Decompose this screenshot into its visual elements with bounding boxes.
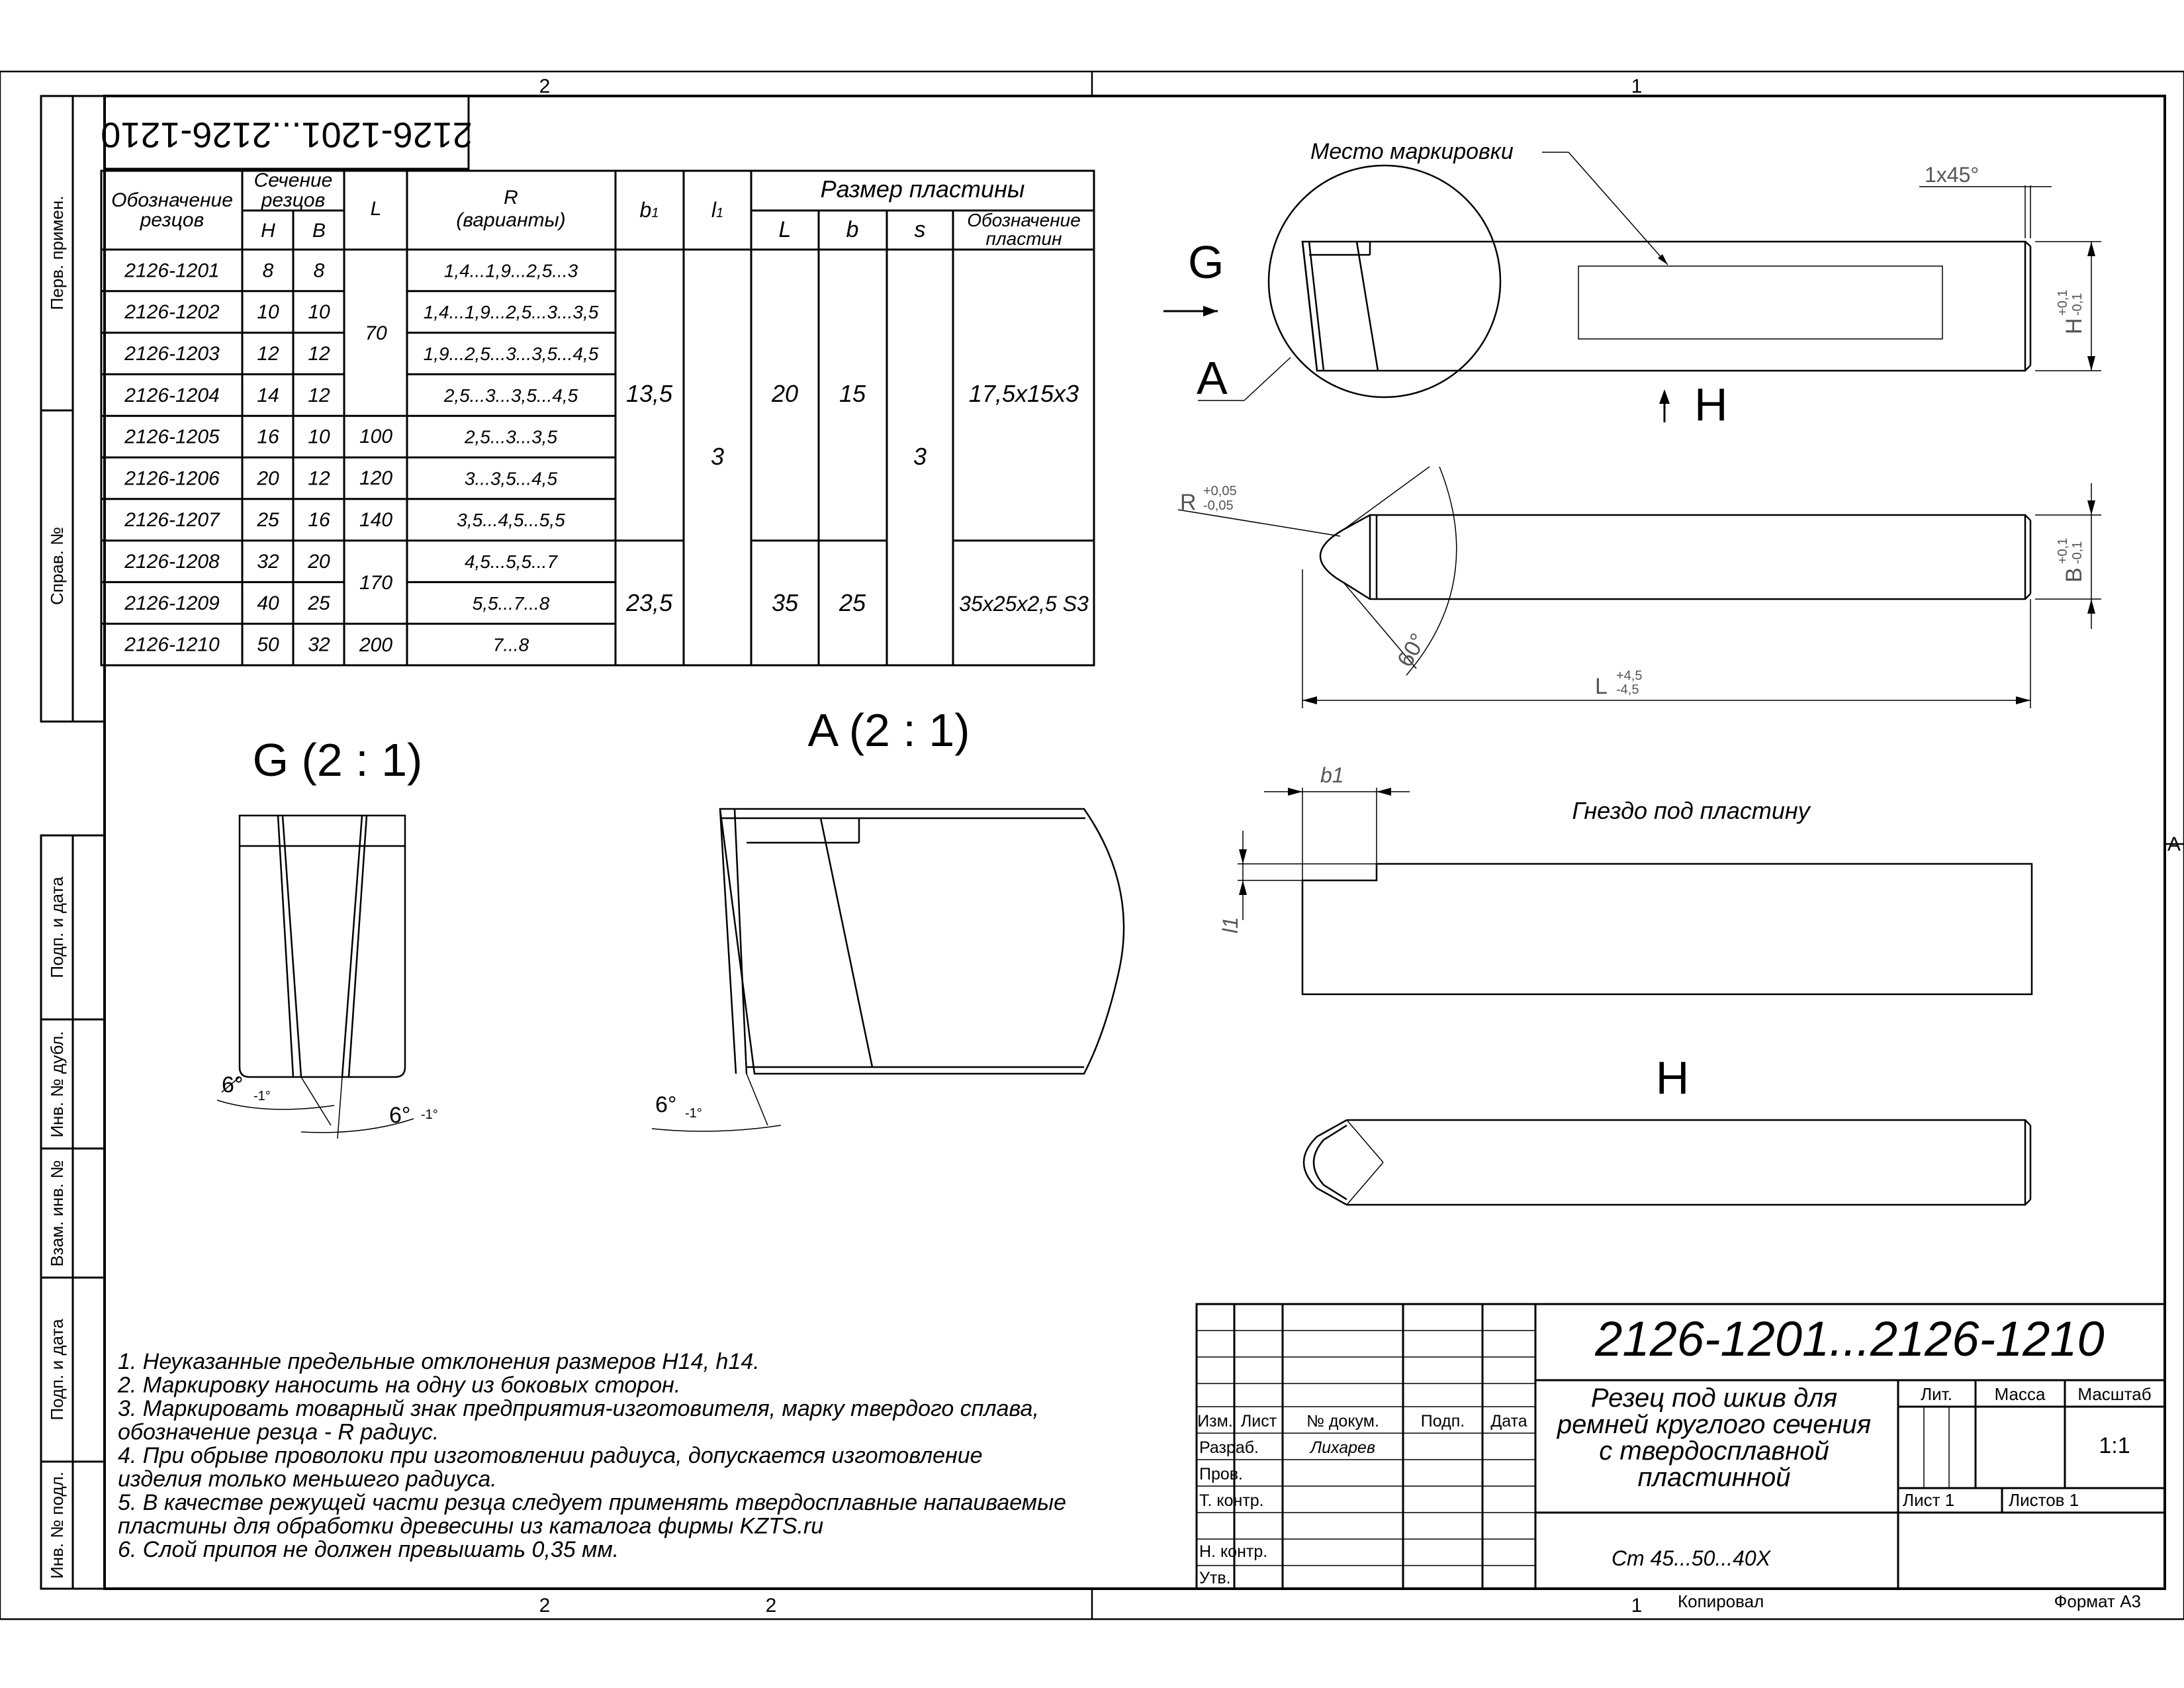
footer-kopiroval: Копировал	[1678, 1591, 1764, 1611]
table-cell-B: 16	[308, 509, 330, 532]
cell-b1-2: 23,5	[625, 589, 673, 616]
table-cell-d: 2126-1201	[124, 259, 220, 282]
cell-L-100: 100	[359, 426, 393, 447]
th-section-1: Сечение	[253, 169, 333, 191]
tb-no-dokum: № докум.	[1306, 1412, 1379, 1430]
strip-podp-data-1: Подп. и дата	[47, 876, 67, 978]
H-dim-tol-minus: -0,1	[2070, 293, 2085, 316]
table-cell-H: 12	[257, 343, 279, 365]
cell-b1-1: 13,5	[625, 380, 673, 407]
tb-masshtab: Масштаб	[2077, 1384, 2152, 1404]
zone-right: A	[2167, 833, 2181, 855]
th-B: B	[312, 220, 326, 242]
tb-t-kontr: Т. контр.	[1199, 1491, 1264, 1510]
cell-pL-2: 35	[771, 589, 799, 616]
th-plate-designation-1: Обозначение	[967, 210, 1081, 230]
table-cell-d: 2126-1210	[124, 633, 220, 656]
table-cell-B: 20	[308, 551, 330, 573]
note-line: изделия только меньшего радиуса.	[118, 1466, 497, 1492]
tb-material: Ст 45...50...40Х	[1611, 1546, 1771, 1570]
strip-podp-data-2: Подп. и дата	[47, 1319, 67, 1421]
th-section-2: резцов	[261, 189, 326, 211]
table-cell-B: 12	[308, 343, 330, 365]
zone-bottom-left: 2	[539, 1595, 551, 1617]
tb-razrab: Разраб.	[1199, 1438, 1259, 1457]
table-cell-R: 3...3,5...4,5	[464, 468, 558, 489]
th-R-sub: (варианты)	[456, 209, 566, 231]
th-b1: b1	[639, 198, 659, 222]
tb-name-2: ремней круглого сечения	[1557, 1410, 1872, 1439]
H-view	[1304, 1120, 2030, 1205]
B-dim-tol-minus: -0,1	[2070, 541, 2085, 564]
tb-podp: Подп.	[1420, 1412, 1465, 1430]
table-cell-H: 8	[262, 259, 274, 282]
footer-format: Формат А3	[2054, 1591, 2141, 1611]
view-A-title: A (2 : 1)	[807, 704, 970, 756]
R-dim-tol-minus: -0,05	[1203, 498, 1234, 513]
tb-name-4: пластинной	[1637, 1463, 1791, 1492]
zone-bottom-mid: 2	[765, 1595, 777, 1617]
table-cell-d: 2126-1202	[124, 301, 220, 324]
socket-b1-label: b1	[1320, 763, 1344, 787]
H-view-letter: H	[1694, 379, 1728, 430]
tb-scale: 1:1	[2099, 1433, 2130, 1458]
strip-inv-dubl: Инв. № дубл.	[47, 1031, 67, 1138]
strip-inv-podl: Инв. № подл.	[47, 1472, 67, 1579]
table-cell-R: 2,5...3...3,5...4,5	[443, 385, 578, 406]
th-l1: l1	[711, 198, 724, 222]
table-cell-B: 12	[308, 384, 330, 406]
tb-utv: Утв.	[1199, 1569, 1231, 1587]
cell-pb-2: 25	[839, 589, 866, 616]
table-cell-B: 32	[308, 633, 330, 656]
tb-razrab-name: Лихарев	[1310, 1438, 1376, 1457]
tb-name-3: с твердосплавной	[1599, 1436, 1829, 1466]
cell-pL-1: 20	[771, 380, 799, 407]
cell-ps: 3	[913, 443, 927, 470]
note-line: 5. В качестве режущей части резца следует применять твердосплавные напаиваемые	[118, 1490, 1067, 1515]
G-view-letter: G	[1188, 236, 1224, 288]
table-cell-d: 2126-1205	[124, 426, 220, 448]
G-angle-2: 6°	[389, 1103, 411, 1128]
L-dim-tol-plus: +4,5	[1616, 669, 1643, 683]
cell-L-70: 70	[365, 322, 387, 344]
chamfer-label: 1x45°	[1925, 163, 1979, 187]
strip-vzam-inv: Взам. инв. №	[47, 1160, 67, 1267]
B-dim-tol-plus: +0,1	[2056, 538, 2070, 564]
cell-plate-1: 17,5x15x3	[968, 380, 1079, 407]
table-cell-R: 1,4...1,9...2,5...3	[443, 260, 578, 281]
angle-60-label: 60°	[1392, 629, 1432, 671]
th-designation-2: резцов	[140, 209, 205, 231]
zone-top-left: 2	[539, 75, 551, 97]
table-cell-B: 12	[308, 467, 330, 490]
tb-lit: Лит.	[1921, 1384, 1952, 1404]
tb-designation: 2126-1201...2126-1210	[1595, 1311, 2105, 1366]
table-cell-d: 2126-1209	[124, 592, 220, 614]
th-H: H	[261, 220, 275, 242]
H-view-title: H	[1655, 1052, 1690, 1103]
note-line: пластины для обработки древесины из каталога фирмы KZTS.ru	[118, 1513, 824, 1539]
table-cell-R: 1,4...1,9...2,5...3...3,5	[423, 302, 599, 323]
table-cell-B: 10	[308, 301, 330, 324]
L-dim-tol-minus: -4,5	[1616, 682, 1639, 697]
strip-sprav-no: Справ. №	[47, 527, 67, 605]
view-G	[217, 816, 414, 1139]
th-L: L	[370, 198, 382, 220]
table-cell-B: 25	[308, 592, 330, 614]
note-line: 1. Неуказанные предельные отклонения размеров H14, h14.	[118, 1349, 760, 1374]
table-cell-d: 2126-1206	[124, 467, 220, 490]
H-dim-tol-plus: +0,1	[2056, 289, 2070, 316]
cell-L-200: 200	[359, 634, 393, 656]
R-dim-label: R	[1180, 490, 1197, 515]
A-view-letter: A	[1197, 352, 1228, 404]
table-cell-R: 4,5...5,5...7	[464, 551, 558, 572]
table-cell-H: 16	[257, 426, 279, 448]
cell-plate-2: 35x25x2,5 S3	[959, 592, 1089, 616]
cutter-table	[101, 171, 1094, 665]
table-cell-R: 1,9...2,5...3...3,5...4,5	[423, 344, 599, 364]
th-plate-designation-2: пластин	[985, 228, 1062, 249]
cell-l1: 3	[710, 443, 725, 470]
L-dim-label: L	[1595, 674, 1608, 699]
tb-sheet: Лист 1	[1903, 1490, 1955, 1510]
G-angle-1: 6°	[222, 1072, 244, 1098]
cell-L-140: 140	[359, 509, 393, 531]
B-dim-label: B	[2062, 567, 2087, 583]
table-cell-B: 8	[313, 259, 325, 282]
table-cell-R: 3,5...4,5...5,5	[457, 510, 565, 531]
tb-data: Дата	[1490, 1412, 1527, 1430]
view-G-title: G (2 : 1)	[252, 734, 423, 786]
cell-L-120: 120	[359, 467, 393, 489]
strip-perv-primen: Перв. примен.	[47, 195, 67, 310]
H-dim-label: H	[2062, 318, 2087, 334]
table-cell-d: 2126-1208	[124, 551, 220, 573]
note-line: 3. Маркировать товарный знак предприятия-изготовителя, марку твердого сплава,	[118, 1396, 1039, 1421]
view-A	[652, 809, 1124, 1131]
G-tol-1: -1°	[253, 1089, 271, 1103]
table-cell-R: 2,5...3...3,5	[464, 426, 558, 447]
tb-list: Лист	[1240, 1412, 1277, 1430]
A-angle: 6°	[655, 1092, 677, 1117]
table-cell-R: 7...8	[492, 634, 529, 655]
cell-L-170: 170	[359, 572, 393, 594]
tb-izm: Изм.	[1197, 1412, 1233, 1430]
tb-massa: Масса	[1994, 1384, 2046, 1404]
A-tol: -1°	[685, 1106, 702, 1121]
table-cell-B: 10	[308, 426, 330, 448]
table-cell-d: 2126-1203	[124, 343, 220, 365]
th-ps: s	[914, 217, 926, 242]
table-cell-H: 25	[257, 509, 279, 532]
note-line: обозначение резца - R радиус.	[118, 1419, 439, 1445]
zone-top-right: 1	[1631, 75, 1643, 97]
tb-n-kontr: Н. контр.	[1199, 1542, 1268, 1561]
th-R: R	[504, 187, 518, 209]
top-designation: 2126-1201...2126-1210	[101, 115, 473, 155]
table-cell-d: 2126-1207	[124, 509, 220, 532]
tb-prov: Пров.	[1199, 1465, 1244, 1483]
table-cell-H: 32	[257, 551, 279, 573]
tb-name-1: Резец под шкив для	[1590, 1383, 1838, 1413]
cell-pb-1: 15	[839, 380, 866, 407]
table-cell-H: 40	[257, 592, 279, 614]
main-view	[1163, 152, 2101, 422]
G-tol-2: -1°	[421, 1107, 438, 1122]
th-pb: b	[846, 217, 859, 242]
table-cell-H: 20	[257, 467, 279, 490]
socket-title: Гнездо под пластину	[1572, 797, 1810, 824]
th-designation-1: Обозначение	[111, 189, 233, 211]
table-cell-H: 50	[257, 633, 279, 656]
th-pL: L	[778, 217, 792, 242]
table-cell-H: 14	[257, 384, 279, 406]
note-line: 4. При обрыве проволоки при изготовлении радиуса, допускается изготовление	[118, 1443, 983, 1468]
note-line: 6. Слой припоя не должен превышать 0,35 мм.	[118, 1537, 619, 1562]
table-cell-d: 2126-1204	[124, 384, 220, 406]
table-cell-H: 10	[257, 301, 279, 324]
socket-l1-label: l1	[1218, 917, 1242, 933]
tb-sheets: Листов 1	[2009, 1490, 2079, 1510]
table-cell-R: 5,5...7...8	[472, 592, 550, 614]
R-dim-tol-plus: +0,05	[1203, 484, 1237, 498]
th-plate-size: Размер пластины	[820, 175, 1025, 203]
note-line: 2. Маркировку наносить на одну из боковых сторон.	[118, 1372, 681, 1398]
marking-place-label: Место маркировки	[1310, 139, 1514, 164]
zone-bottom-right: 1	[1631, 1595, 1643, 1617]
